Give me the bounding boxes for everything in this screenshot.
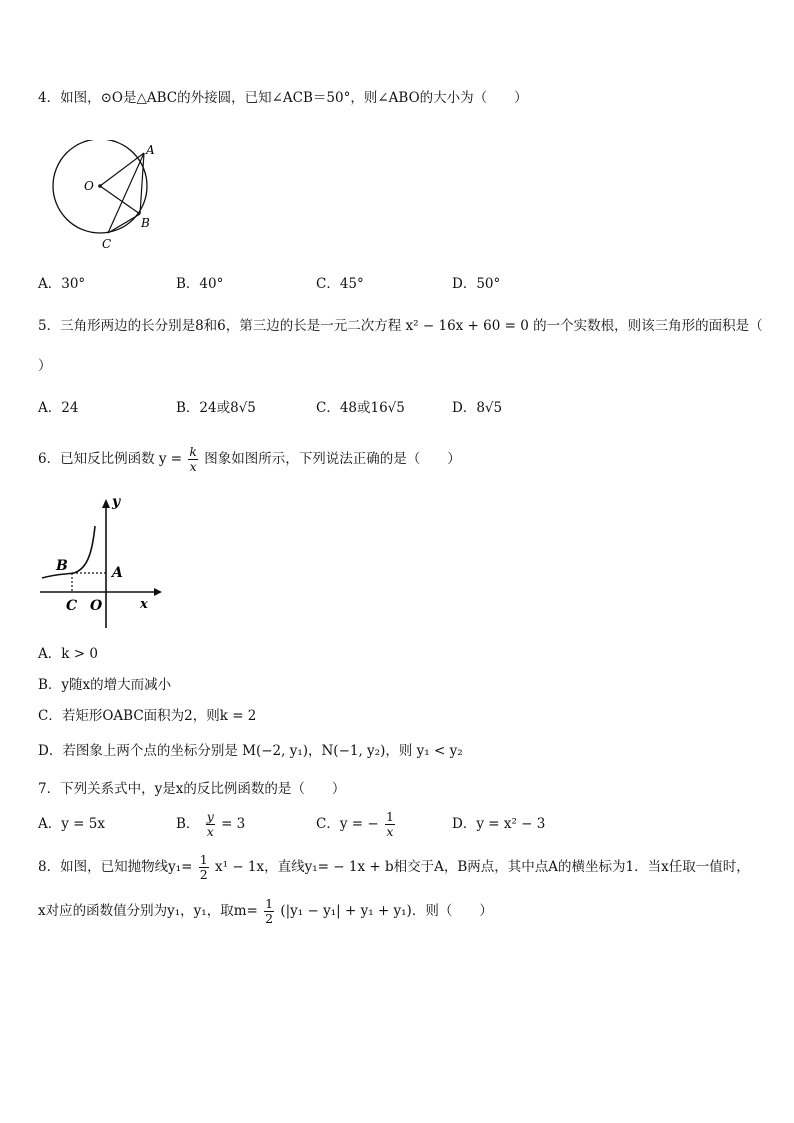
q7-option-c-prefix: C．y = − — [316, 816, 379, 832]
label-o: O — [90, 598, 103, 614]
q6-frac-den: x — [189, 459, 197, 474]
q8-line2-den: 2 — [265, 911, 274, 926]
q4-option-d: D．50° — [452, 276, 501, 292]
q7-option-c-num: 1 — [385, 809, 394, 824]
q7-option-b-num: y — [206, 809, 214, 824]
y-axis-arrow — [102, 499, 110, 508]
q8-line2 — [38, 890, 493, 932]
q6-stem — [38, 442, 461, 476]
q5-option-d: D．8√5 — [452, 400, 503, 416]
q4-option-c: C．45° — [316, 276, 364, 292]
q7-stem: 7．下列关系式中，y是x的反比例函数的是（ ） — [38, 781, 346, 797]
q8-line1-suffix: x¹ − 1x，直线y₁= − 1x + b相交于A，B两点，其中点A的横坐标为1．当x任取一值时， — [215, 859, 750, 875]
q7-option-d: D．y = x² − 3 — [452, 816, 546, 832]
q4-stem: 4．如图，⊙O是△ABC的外接圆，已知∠ACB＝50°，则∠ABO的大小为（ ） — [38, 90, 528, 106]
q7-option-b-prefix: B． — [176, 816, 200, 832]
q6-stem-fraction — [188, 445, 198, 474]
q8-line2-num: 1 — [265, 896, 274, 911]
label-x: x — [140, 597, 148, 612]
q8-line2-suffix: (|y₁ − y₁| + y₁ + y₁)．则（ ） — [280, 903, 493, 919]
q8-line1-fraction — [199, 853, 209, 882]
x-axis-arrow — [154, 588, 162, 596]
q6-frac-num: k — [189, 444, 197, 459]
q7-option-a: A．y = 5x — [38, 816, 105, 832]
q6-option-c: C．若矩形OABC面积为2，则k = 2 — [38, 708, 257, 724]
segment-oa — [100, 153, 144, 186]
q4-option-b: B．40° — [176, 276, 224, 292]
q6-hyperbola-figure — [36, 494, 166, 636]
q6-option-b: B．y随x的增大而减小 — [38, 677, 172, 693]
q8-line2-prefix: x对应的函数值分别为y₁，y₁，取m= — [38, 903, 258, 919]
q7-option-c-fraction — [385, 810, 395, 839]
center-point — [98, 184, 102, 188]
hyperbola-branch — [42, 526, 95, 578]
q6-stem-suffix: 图象如图所示，下列说法正确的是（ ） — [204, 451, 461, 467]
q8-line2-fraction — [264, 897, 274, 926]
label-c: C — [66, 598, 78, 614]
q7-option-c — [316, 803, 397, 845]
q6-stem-prefix: 6．已知反比例函数 y = — [38, 451, 183, 467]
q5-option-b: B．24或8√5 — [176, 400, 256, 416]
q8-line1-prefix: 8．如图，已知抛物线y₁= — [38, 859, 193, 875]
label-c: C — [102, 237, 112, 251]
q5-option-a: A．24 — [38, 400, 79, 416]
segment-ob — [100, 186, 140, 214]
label-a: A — [112, 565, 123, 581]
q5-stem-line1: 5．三角形两边的长分别是8和6，第三边的长是一元二次方程 x² − 16x + 60 = 0 的一个实数根，则该三角形的面积是（ — [38, 318, 763, 334]
label-o: O — [84, 179, 94, 193]
q8-line1-num: 1 — [199, 852, 208, 867]
q5-option-c: C．48或16√5 — [316, 400, 405, 416]
label-a: A — [146, 143, 155, 157]
q7-option-b-den: x — [206, 824, 214, 839]
label-b: B — [56, 558, 68, 574]
q7-option-b — [176, 803, 245, 845]
q7-option-b-fraction — [206, 810, 215, 839]
q4-option-a: A．30° — [38, 276, 86, 292]
q6-option-d: D．若图象上两个点的坐标分别是 M(−2, y₁)，N(−1, y₂)，则 y₁ < y₂ — [38, 743, 463, 759]
label-y: y — [112, 494, 121, 510]
q8-line1-den: 2 — [199, 867, 208, 882]
q7-option-b-suffix: = 3 — [221, 816, 246, 832]
q6-option-a: A．k > 0 — [38, 646, 98, 662]
label-b: B — [141, 216, 150, 230]
segment-ac — [108, 153, 144, 233]
q5-stem-line2: ） — [38, 358, 52, 374]
q8-line1 — [38, 846, 750, 888]
q7-option-c-den: x — [386, 824, 394, 839]
q4-circle-figure — [48, 140, 168, 255]
